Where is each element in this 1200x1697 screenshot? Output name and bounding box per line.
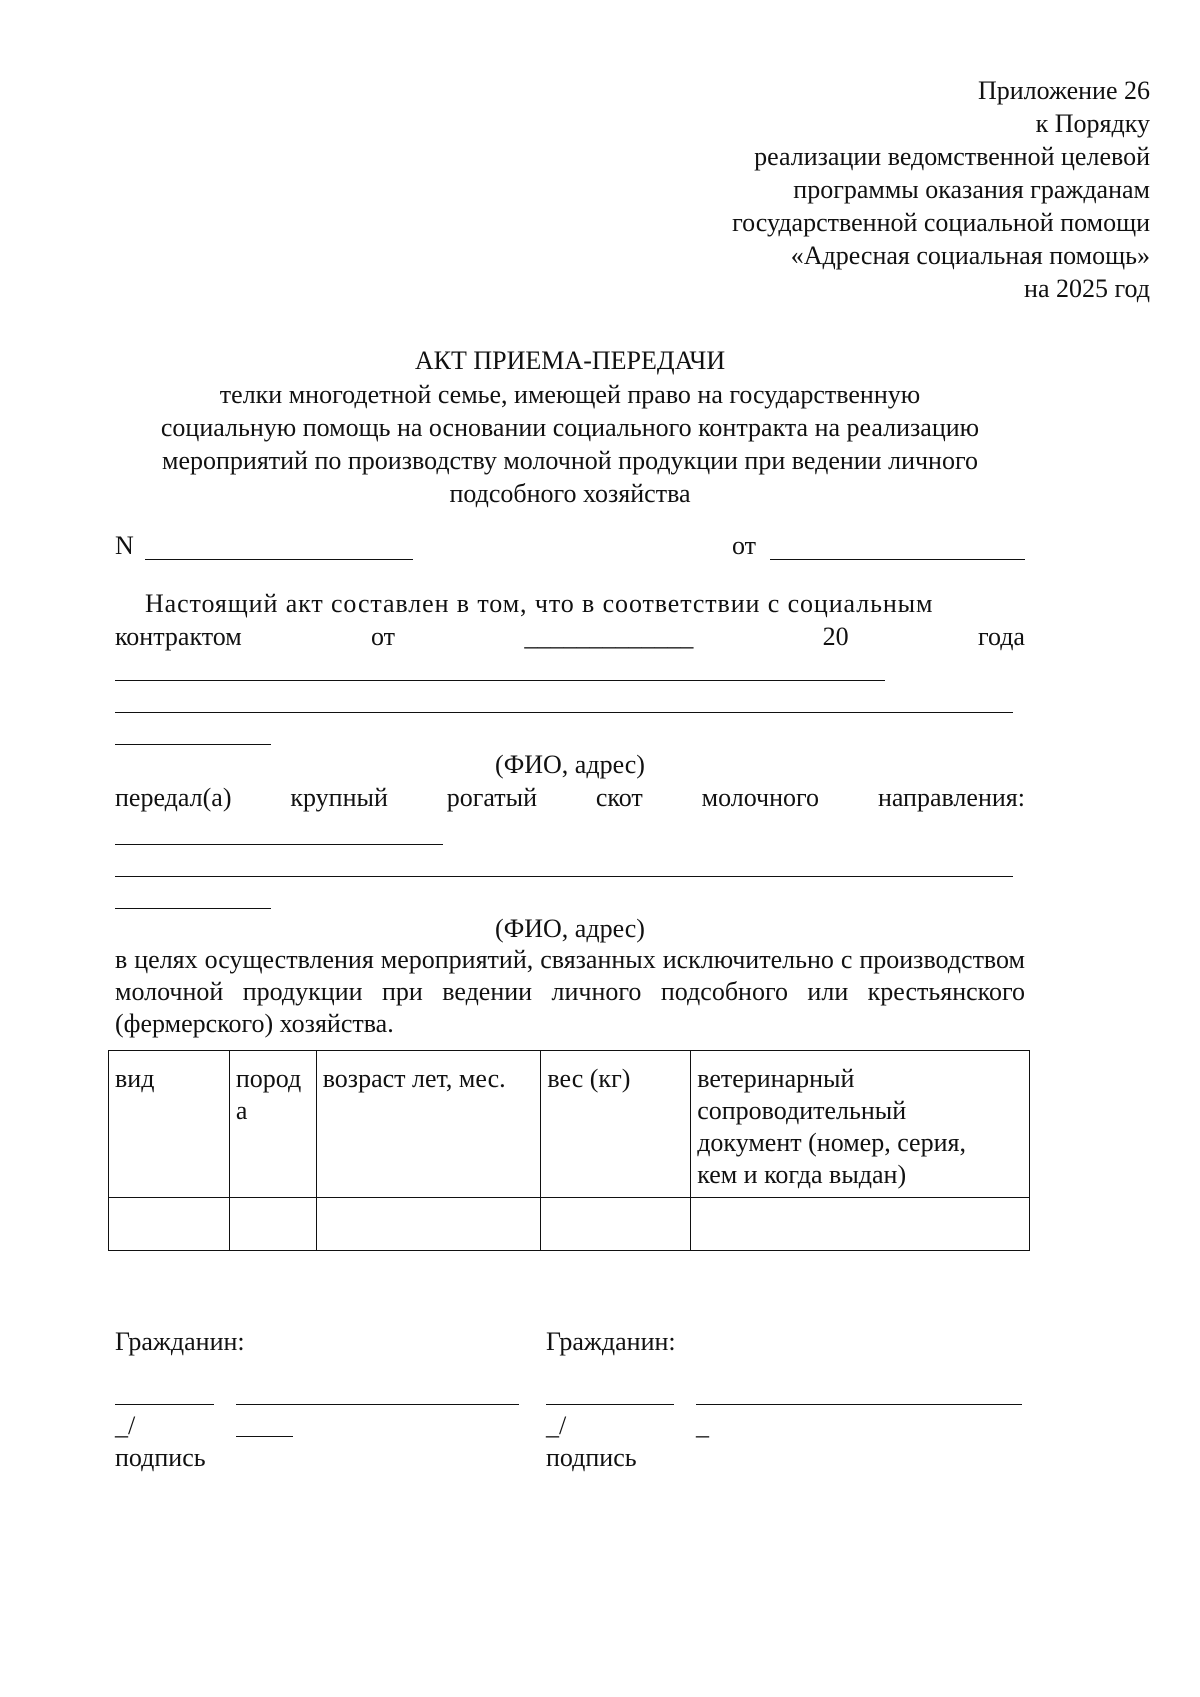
- table-cell[interactable]: [109, 1198, 230, 1251]
- act-date-label: от: [732, 531, 757, 560]
- appendix-line: «Адресная социальная помощь»: [790, 241, 1150, 270]
- table-header-cell: пород а: [229, 1051, 316, 1198]
- giver-fio-line-2[interactable]: [115, 712, 1013, 713]
- left-signature-slash: _/: [115, 1411, 136, 1440]
- left-name-line[interactable]: [236, 1404, 519, 1405]
- fio-address-caption: (ФИО, адрес): [495, 914, 645, 943]
- right-signature-line[interactable]: [546, 1404, 674, 1405]
- intro-line-2: [115, 621, 1025, 653]
- table-cell[interactable]: [691, 1198, 1030, 1251]
- right-signature-caption: подпись: [546, 1443, 637, 1472]
- document-title: АКТ ПРИЕМА-ПЕРЕДАЧИ: [414, 346, 726, 375]
- subtitle-line: мероприятий по производству молочной продукции при ведении личного: [162, 446, 978, 475]
- act-number-field[interactable]: [145, 559, 413, 560]
- right-name-line[interactable]: [696, 1404, 1022, 1405]
- act-number-date-row: [115, 530, 1025, 564]
- transfer-word: направления:: [877, 783, 1025, 812]
- appendix-line: государственной социальной помощи: [732, 208, 1150, 237]
- intro-word: года: [977, 622, 1025, 651]
- table-header-cell: возраст лет, мес.: [316, 1051, 541, 1198]
- transfer-word: крупный: [290, 783, 388, 812]
- contract-date-field[interactable]: _____________: [524, 622, 694, 651]
- subtitle-line: социальную помощь на основании социального контракта на реализацию: [160, 413, 980, 442]
- purpose-paragraph: в целях осуществления мероприятий, связанных исключительно с производством молочной продукции при ведении личного подсобного или крестьянского (фермерского) хозяйства.: [115, 945, 1025, 1038]
- appendix-line: к Порядку: [1035, 109, 1150, 138]
- table-cell[interactable]: [541, 1198, 691, 1251]
- transfer-word: рогатый: [446, 783, 538, 812]
- cattle-table: [108, 1050, 1030, 1251]
- giver-fio-line-1[interactable]: [115, 680, 885, 681]
- receiver-fio-line-1[interactable]: [115, 844, 443, 845]
- appendix-line: на 2025 год: [1024, 274, 1150, 303]
- left-signature-line[interactable]: [115, 1404, 214, 1405]
- right-name-tail: _: [696, 1411, 709, 1440]
- receiver-fio-line-3[interactable]: [115, 908, 271, 909]
- table-row: [109, 1198, 1030, 1251]
- act-date-field[interactable]: [770, 559, 1025, 560]
- left-citizen-label: Гражданин:: [115, 1327, 245, 1356]
- intro-line-1: [115, 588, 1025, 620]
- table-header-row: [109, 1051, 1030, 1198]
- transfer-word: передал(а): [115, 783, 232, 812]
- appendix-line: программы оказания гражданам: [793, 175, 1150, 204]
- intro-word: от: [371, 622, 396, 651]
- subtitle-line: телки многодетной семье, имеющей право на государственную: [219, 380, 921, 409]
- act-number-label: N: [115, 531, 134, 560]
- right-signature-slash: _/: [546, 1411, 567, 1440]
- transfer-word: молочного: [701, 783, 820, 812]
- giver-fio-line-3[interactable]: [115, 744, 271, 745]
- fio-address-caption: (ФИО, адрес): [495, 750, 645, 779]
- table-header-cell: вид: [109, 1051, 230, 1198]
- receiver-fio-line-2[interactable]: [115, 876, 1013, 877]
- appendix-header: [732, 74, 1150, 305]
- left-signature-caption: подпись: [115, 1443, 206, 1472]
- intro-word: контрактом: [115, 622, 242, 651]
- table-header-cell: вес (кг): [541, 1051, 691, 1198]
- document-title-block: [0, 344, 1140, 510]
- intro-text: Настоящий акт составлен в том, что в соответствии с социальным: [145, 589, 934, 618]
- subtitle-line: подсобного хозяйства: [449, 479, 691, 508]
- intro-word: 20: [822, 622, 849, 651]
- table-header-cell: ветеринарный сопроводительный документ (номер, серия, кем и когда выдан): [691, 1051, 1030, 1198]
- right-citizen-label: Гражданин:: [546, 1327, 676, 1356]
- document-subtitle: [0, 378, 1140, 510]
- transfer-word: скот: [595, 783, 643, 812]
- left-name-line-continuation[interactable]: [236, 1436, 293, 1437]
- table-cell[interactable]: [229, 1198, 316, 1251]
- table-cell[interactable]: [316, 1198, 541, 1251]
- appendix-line: Приложение 26: [977, 76, 1150, 105]
- transfer-line: [115, 782, 1025, 814]
- appendix-line: реализации ведомственной целевой: [754, 142, 1150, 171]
